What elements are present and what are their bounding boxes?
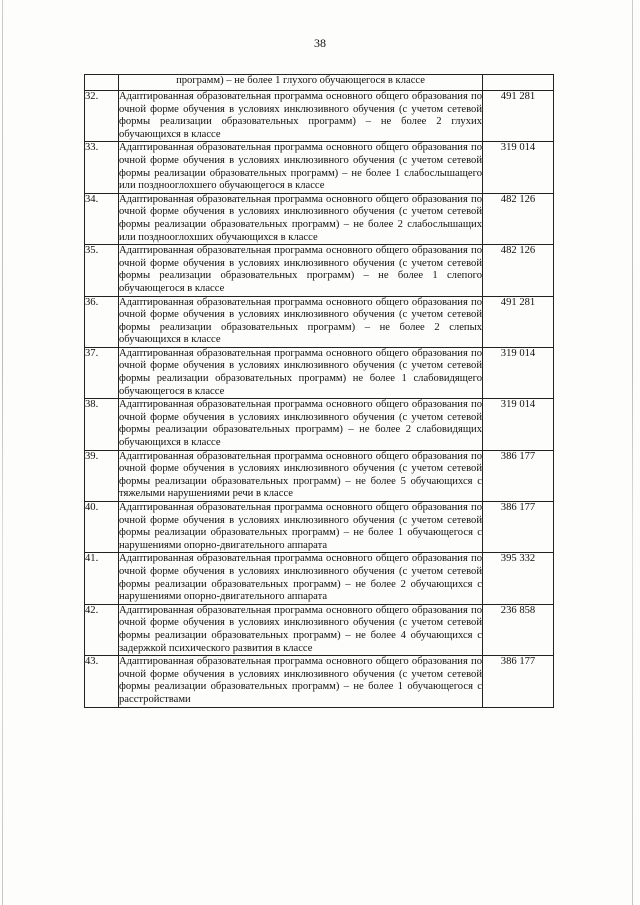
row-number: 34. (85, 193, 119, 244)
row-value: 482 126 (483, 245, 554, 296)
row-number: 42. (85, 604, 119, 655)
row-value: 395 332 (483, 553, 554, 604)
table-row (85, 553, 554, 604)
row-description: Адаптированная образовательная программа основного общего образования по очной форме обучения в условиях инклюзивного обучения (с учетом сетевой формы реализации образовательных программ) – не более 2 глухих обучающихся в классе (119, 91, 483, 142)
row-value: 386 177 (483, 450, 554, 501)
row-number: 41. (85, 553, 119, 604)
table-row (85, 399, 554, 450)
table-row (85, 142, 554, 193)
row-number: 43. (85, 656, 119, 707)
funding-table (84, 74, 554, 708)
table-row (85, 91, 554, 142)
table-row (85, 604, 554, 655)
row-description: Адаптированная образовательная программа основного общего образования по очной форме обучения в условиях инклюзивного обучения (с учетом сетевой формы реализации образовательных программ) – не более 2 обучающихся с нарушениями опорно-двигательного аппарата (119, 553, 483, 604)
table-row (85, 450, 554, 501)
table-row (85, 502, 554, 553)
row-value: 319 014 (483, 399, 554, 450)
row-number: 35. (85, 245, 119, 296)
row-description: Адаптированная образовательная программа основного общего образования по очной форме обучения в условиях инклюзивного обучения (с учетом сетевой формы реализации образовательных программ) – не более 1 обучающегося с расстройствами (119, 656, 483, 707)
scan-edge-right (632, 0, 633, 905)
row-description: Адаптированная образовательная программа основного общего образования по очной форме обучения в условиях инклюзивного обучения (с учетом сетевой формы реализации образовательных программ) – не более 1 обучающегося с нарушениями опорно-двигательного аппарата (119, 502, 483, 553)
row-number: 36. (85, 296, 119, 347)
page-number: 38 (314, 36, 326, 50)
row-value: 386 177 (483, 656, 554, 707)
row-value: 319 014 (483, 347, 554, 398)
row-value: 491 281 (483, 296, 554, 347)
table-row (85, 296, 554, 347)
row-value-cell (483, 75, 554, 91)
row-value: 482 126 (483, 193, 554, 244)
row-value: 386 177 (483, 502, 554, 553)
row-description: Адаптированная образовательная программа основного общего образования по очной форме обучения в условиях инклюзивного обучения (с учетом сетевой формы реализации образовательных программ) не более 1 слабовидящего обучающегося в классе (119, 347, 483, 398)
row-value: 491 281 (483, 91, 554, 142)
row-description: программ) – не более 1 глухого обучающегося в классе (119, 75, 483, 91)
row-description: Адаптированная образовательная программа основного общего образования по очной форме обучения в условиях инклюзивного обучения (с учетом сетевой формы реализации образовательных программ) – не более 2 слабовидящих обучающихся в классе (119, 399, 483, 450)
row-value: 236 858 (483, 604, 554, 655)
row-description: Адаптированная образовательная программа основного общего образования по очной форме обучения в условиях инклюзивного обучения (с учетом сетевой формы реализации образовательных программ) – не более 5 обучающихся с тяжелыми нарушениями речи в классе (119, 450, 483, 501)
row-number: 32. (85, 91, 119, 142)
row-number: 38. (85, 399, 119, 450)
scan-edge-left (2, 0, 3, 905)
row-number-cell (85, 75, 119, 91)
row-value: 319 014 (483, 142, 554, 193)
row-number: 37. (85, 347, 119, 398)
row-description: Адаптированная образовательная программа основного общего образования по очной форме обучения в условиях инклюзивного обучения (с учетом сетевой формы реализации образовательных программ) – не более 2 слепых обучающихся в классе (119, 296, 483, 347)
row-description: Адаптированная образовательная программа основного общего образования по очной форме обучения в условиях инклюзивного обучения (с учетом сетевой формы реализации образовательных программ) – не более 1 слепого обучающегося в классе (119, 245, 483, 296)
row-number: 39. (85, 450, 119, 501)
row-description: Адаптированная образовательная программа основного общего образования по очной форме обучения в условиях инклюзивного обучения (с учетом сетевой формы реализации образовательных программ) – не более 2 слабослышащих или позднооглохших обучающихся в классе (119, 193, 483, 244)
table-row (85, 193, 554, 244)
table-row (85, 656, 554, 707)
table-row (85, 245, 554, 296)
table-row-continuation (85, 75, 554, 91)
row-number: 33. (85, 142, 119, 193)
row-description: Адаптированная образовательная программа основного общего образования по очной форме обучения в условиях инклюзивного обучения (с учетом сетевой формы реализации образовательных программ) – не более 1 слабослышащего или позднооглохшего обучающегося в классе (119, 142, 483, 193)
table-row (85, 347, 554, 398)
row-description: Адаптированная образовательная программа основного общего образования по очной форме обучения в условиях инклюзивного обучения (с учетом сетевой формы реализации образовательных программ) – не более 4 обучающихся с задержкой психического развития в классе (119, 604, 483, 655)
row-number: 40. (85, 502, 119, 553)
